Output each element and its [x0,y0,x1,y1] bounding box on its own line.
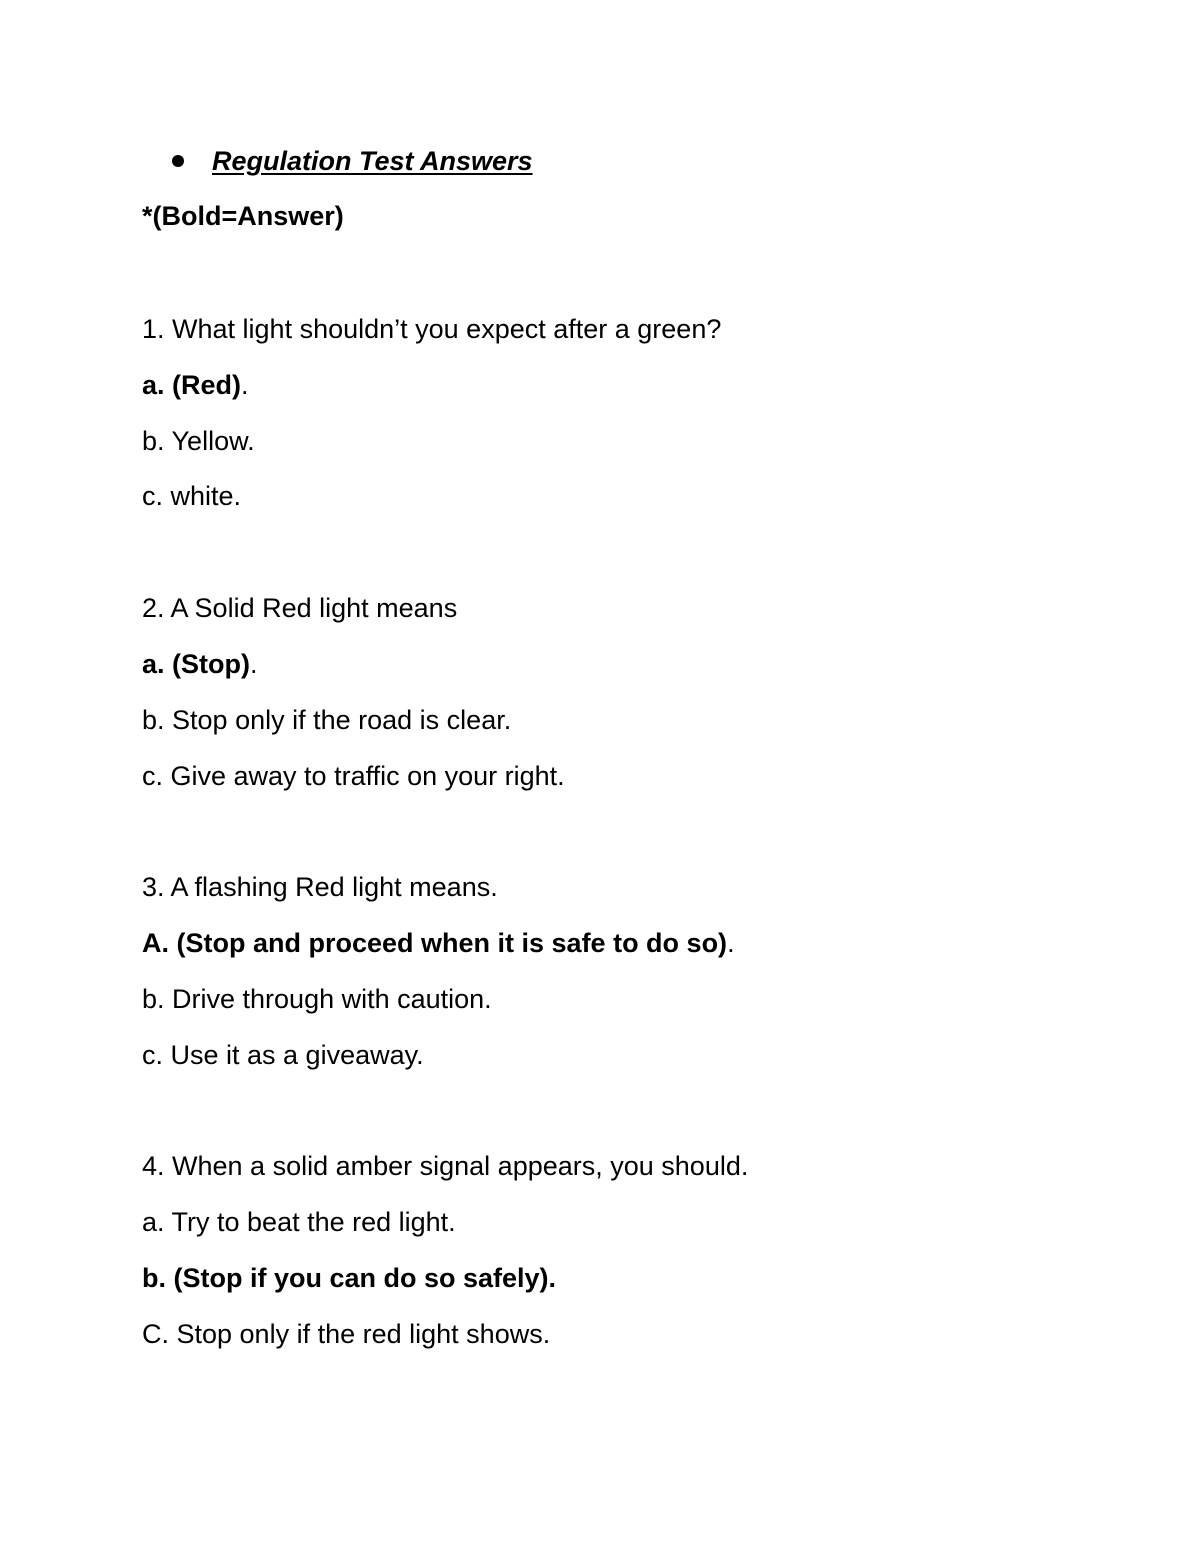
question-1-prompt: 1. What light shouldn’t you expect after a green? [142,314,722,344]
answer-legend: *(Bold=Answer) [142,201,344,231]
question-2-prompt: 2. A Solid Red light means [142,593,458,623]
question-3-prompt: 3. A flashing Red light means. [142,872,498,902]
option-text: a. (Red) [142,370,242,400]
question-3-option-a [142,927,735,959]
question-4-prompt: 4. When a solid amber signal appears, you should. [142,1151,749,1181]
option-text: A. (Stop and proceed when it is safe to do so) [142,928,728,958]
question-2-option-b: b. Stop only if the road is clear. [142,705,512,735]
option-suffix: . [727,928,735,958]
question-4-option-c: C. Stop only if the red light shows. [142,1319,551,1349]
question-1-option-b: b. Yellow. [142,426,255,456]
question-4-option-a: a. Try to beat the red light. [142,1207,456,1237]
question-3-option-c: c. Use it as a giveaway. [142,1040,424,1070]
option-suffix: . [250,649,258,679]
question-1-option-c: c. white. [142,481,242,511]
question-4-option-b: b. (Stop if you can do so safely). [142,1263,557,1293]
question-3-option-b: b. Drive through with caution. [142,984,492,1014]
question-2-option-a [142,648,258,680]
option-suffix: . [241,370,249,400]
title-row [172,144,533,178]
option-text: a. (Stop) [142,649,250,679]
question-2-option-c: c. Give away to traffic on your right. [142,761,565,791]
question-1-option-a [142,369,249,401]
document-title: Regulation Test Answers [212,146,533,176]
bullet-icon [172,155,184,167]
